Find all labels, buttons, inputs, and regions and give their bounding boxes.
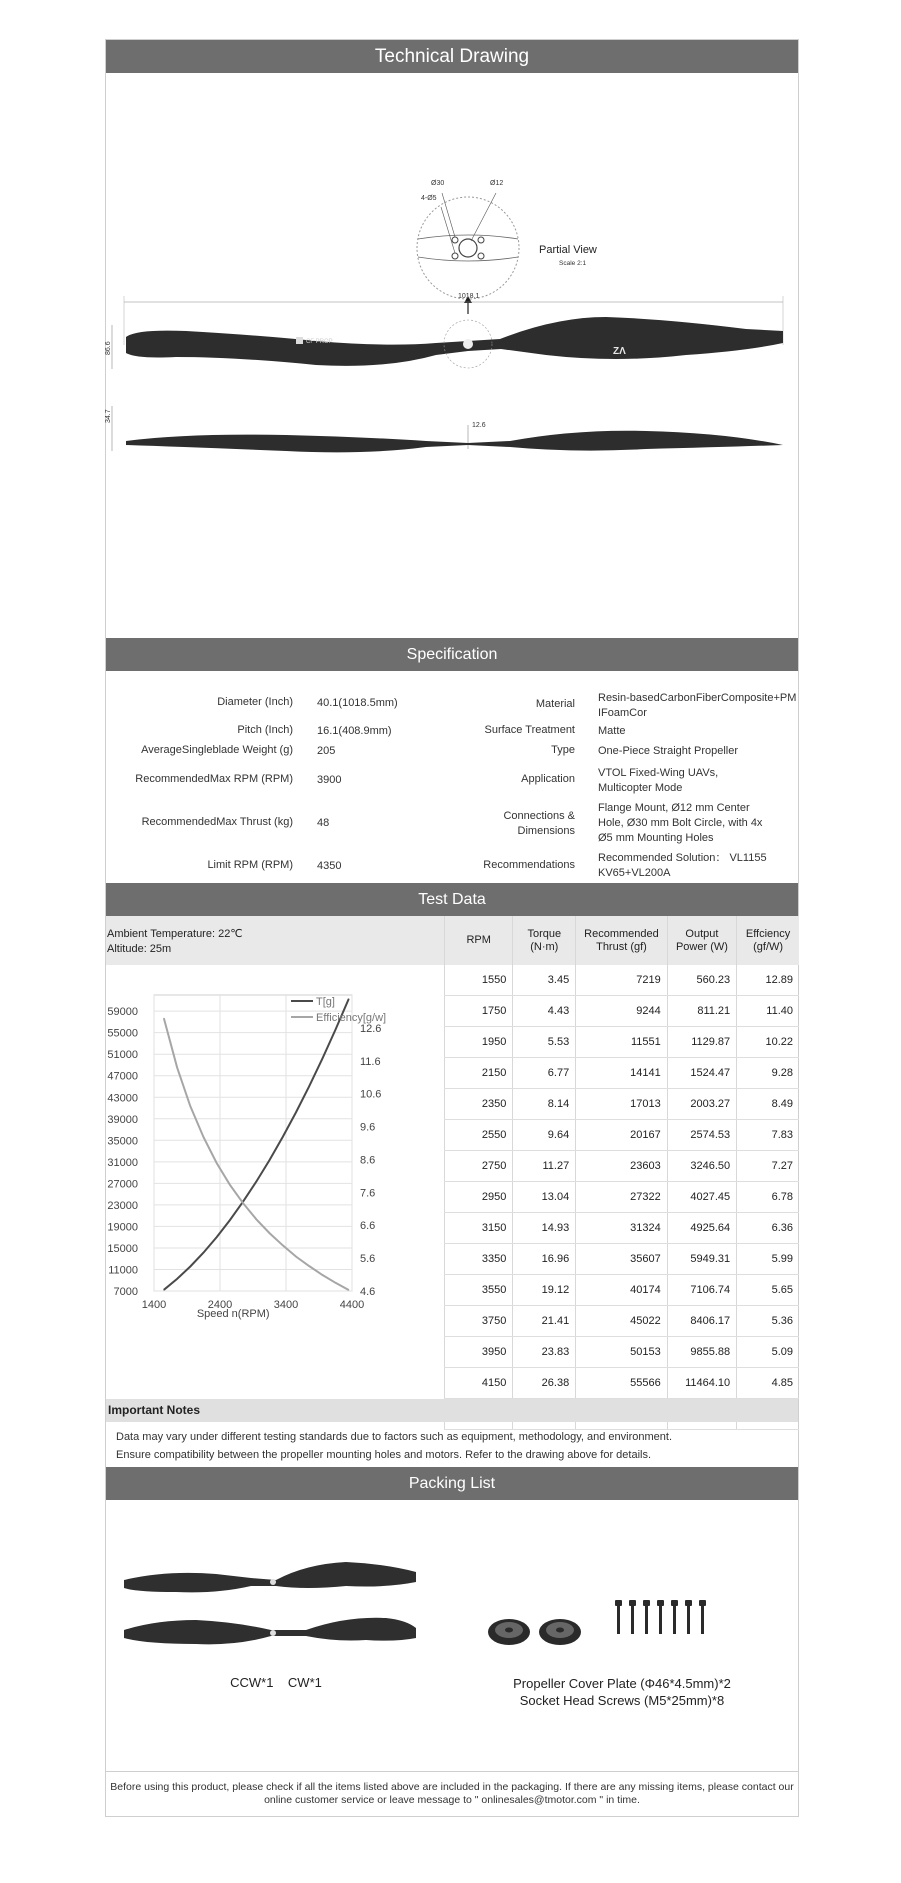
data-point — [282, 1245, 283, 1246]
x-tick-label: 2400 — [207, 1299, 233, 1311]
thrust-efficiency-chart — [106, 965, 444, 1399]
y-left-tick-label: 11000 — [108, 1264, 138, 1277]
table-cell: 7.83 — [737, 1120, 799, 1151]
table-cell: 4.43 — [513, 996, 576, 1027]
table-cell: 12.89 — [737, 965, 799, 996]
table-cell: 5.53 — [513, 1027, 576, 1058]
table-cell: 5.36 — [737, 1306, 799, 1337]
table-cell: 3246.50 — [667, 1151, 736, 1182]
data-point — [190, 1266, 191, 1267]
spec-label-pitch: Pitch (Inch) — [237, 724, 293, 736]
spec-value-recommendations: Recommended Solution： VL1155 KV65+VL200A — [598, 852, 767, 879]
data-point — [269, 1159, 270, 1160]
data-point — [229, 1184, 230, 1185]
table-cell: 3750 — [445, 1306, 513, 1337]
table-cell: 9244 — [576, 996, 668, 1027]
series-line-thrust — [164, 999, 349, 1290]
y-left-tick-label: 47000 — [107, 1070, 138, 1083]
table-row — [445, 1151, 800, 1182]
socket-screws-icon — [615, 1600, 706, 1634]
table-cell: 23.83 — [513, 1337, 576, 1368]
table-cell: 20167 — [576, 1120, 668, 1151]
table-cell: 45022 — [576, 1306, 668, 1337]
spec-value-type: One-Piece Straight Propeller — [598, 745, 739, 757]
y-right-tick-label: 6.6 — [360, 1220, 376, 1233]
table-cell: 4027.45 — [667, 1182, 736, 1213]
data-point — [348, 1289, 349, 1290]
technical-drawing-header: Technical Drawing — [106, 40, 798, 73]
spec-label-type: Type — [551, 744, 575, 756]
table-cell: 811.21 — [667, 996, 736, 1027]
table-cell: 5.09 — [737, 1337, 799, 1368]
table-cell: 4150 — [445, 1368, 513, 1399]
y-left-tick-label: 35000 — [107, 1135, 138, 1148]
ambient-panel — [106, 916, 444, 965]
spec-value-diameter: 40.1(1018.5mm) — [317, 697, 398, 709]
x-tick-label: 3400 — [273, 1299, 299, 1311]
screws-caption: Socket Head Screws (M5*25mm)*8 — [519, 1693, 725, 1708]
center-hole — [459, 239, 477, 257]
table-cell: 11.27 — [513, 1151, 576, 1182]
table-cell: 14141 — [576, 1058, 668, 1089]
data-point — [216, 1162, 217, 1163]
spec-label-limit-rpm: Limit RPM (RPM) — [207, 859, 293, 871]
table-cell: 9.64 — [513, 1120, 576, 1151]
spec-label-surface: Surface Treatment — [484, 724, 575, 736]
data-point — [203, 1136, 204, 1137]
y-left-tick-label: 19000 — [107, 1221, 138, 1234]
y-right-tick-label: 5.6 — [360, 1253, 376, 1266]
table-cell: 13.04 — [513, 1182, 576, 1213]
table-cell: 6.77 — [513, 1058, 576, 1089]
spec-value-limit-rpm: 4350 — [317, 860, 342, 872]
table-cell: 5949.31 — [667, 1244, 736, 1275]
header-power: Output Power (W) — [667, 916, 736, 965]
d30-label: Ø30 — [431, 180, 445, 187]
cover-plate-icon — [539, 1619, 581, 1645]
table-row — [445, 1089, 800, 1120]
table-cell: 55566 — [576, 1368, 668, 1399]
important-notes-header: Important Notes — [106, 1399, 798, 1422]
data-point — [256, 1219, 257, 1220]
table-cell: 8406.17 — [667, 1306, 736, 1337]
spec-value-weight: 205 — [317, 745, 336, 757]
table-cell: 7106.74 — [667, 1275, 736, 1306]
product-page — [105, 39, 799, 1817]
section-line — [418, 235, 518, 239]
mount-hole — [478, 253, 484, 259]
table-row — [445, 1120, 800, 1151]
mount-hole — [452, 253, 458, 259]
mount-hole — [452, 237, 458, 243]
table-row — [445, 965, 800, 996]
ambient-altitude: Altitude: 25m — [107, 943, 172, 955]
propeller-side-view — [126, 431, 783, 453]
table-cell: 50153 — [576, 1337, 668, 1368]
data-point — [177, 1067, 178, 1068]
y-left-tick-label: 55000 — [107, 1027, 138, 1040]
table-cell: 6.36 — [737, 1213, 799, 1244]
table-cell: 8.14 — [513, 1089, 576, 1120]
table-row — [445, 1058, 800, 1089]
table-cell: 2003.27 — [667, 1089, 736, 1120]
table-cell: 40174 — [576, 1275, 668, 1306]
svg-text:CF PROP: CF PROP — [306, 339, 333, 345]
table-cell: 3350 — [445, 1244, 513, 1275]
data-point — [282, 1136, 283, 1137]
accessories-caption — [446, 1675, 798, 1709]
table-cell: 3550 — [445, 1275, 513, 1306]
propeller-ccw — [124, 1562, 416, 1592]
note-line: Ensure compatibility between the propeller mounting holes and motors. Refer to the drawing above for details. — [116, 1449, 652, 1461]
data-point — [322, 1058, 323, 1059]
table-cell: 2950 — [445, 1182, 513, 1213]
x-tick-label: 1400 — [141, 1299, 167, 1311]
table-cell: 1950 — [445, 1027, 513, 1058]
legend-label: Efficiency[g/w] — [316, 1012, 387, 1024]
y-left-tick-label: 7000 — [113, 1286, 138, 1298]
data-point — [243, 1203, 244, 1204]
table-cell: 3950 — [445, 1337, 513, 1368]
table-cell: 9855.88 — [667, 1337, 736, 1368]
propeller-caption: CCW*1 CW*1 — [230, 1675, 322, 1690]
table-cell: 7219 — [576, 965, 668, 996]
table-cell: 1129.87 — [667, 1027, 736, 1058]
length-dimension: 1018.1 — [458, 293, 480, 300]
table-cell: 11464.10 — [667, 1368, 736, 1399]
y-left-tick-label: 23000 — [107, 1199, 138, 1212]
specification-header: Specification — [106, 638, 798, 671]
footer-note: Before using this product, please check if all the items listed above are included in the packaging. If there are any missing items, please contact our online customer service or leave message to " onlinesales@tmotor.com " in time. — [106, 1771, 798, 1807]
spec-value-pitch: 16.1(408.9mm) — [317, 725, 392, 737]
data-point — [190, 1106, 191, 1107]
data-point — [256, 1181, 257, 1182]
propeller-cw — [124, 1618, 416, 1645]
y-right-tick-label: 10.6 — [360, 1088, 382, 1101]
data-point — [309, 1086, 310, 1087]
y-right-tick-label: 11.6 — [360, 1055, 381, 1068]
spec-label-material: Material — [535, 698, 575, 710]
spec-label-weight: AverageSingleblade Weight (g) — [141, 744, 293, 756]
table-row — [445, 1368, 800, 1399]
table-cell: 10.22 — [737, 1027, 799, 1058]
table-cell: 11551 — [576, 1027, 668, 1058]
data-point — [295, 1112, 296, 1113]
y-right-tick-label: 8.6 — [360, 1154, 376, 1167]
spec-value-max-rpm: 3900 — [317, 774, 342, 786]
table-cell: 16.96 — [513, 1244, 576, 1275]
table-cell: 5.65 — [737, 1275, 799, 1306]
plot-frame — [154, 995, 352, 1291]
hub-dimension: 12.6 — [472, 422, 486, 429]
data-point — [203, 1252, 204, 1253]
table-row — [445, 1244, 800, 1275]
y-left-tick-label: 43000 — [107, 1092, 138, 1105]
table-cell: 9.28 — [737, 1058, 799, 1089]
x-tick-label: 4400 — [339, 1299, 365, 1311]
table-cell: 2150 — [445, 1058, 513, 1089]
spec-value-material: Resin-basedCarbonFiberComposite+PMIFoamCor — [598, 692, 797, 719]
data-point — [216, 1237, 217, 1238]
test-data-table — [444, 916, 799, 1430]
header-efficiency: Effciency (gf/W) — [737, 916, 799, 965]
propeller-hub — [463, 339, 473, 349]
y-left-tick-label: 39000 — [107, 1113, 138, 1126]
y-right-tick-label: 9.6 — [360, 1121, 376, 1134]
spec-label-application: Application — [521, 773, 575, 785]
table-cell: 2574.53 — [667, 1120, 736, 1151]
spec-value-max-thrust: 48 — [317, 817, 330, 829]
table-row — [445, 1306, 800, 1337]
table-cell: 35607 — [576, 1244, 668, 1275]
holes-label: 4-Ø5 — [421, 195, 437, 202]
note-line: Data may vary under different testing standards due to factors such as equipment, methodology, and environment. — [116, 1431, 673, 1443]
table-cell: 21.41 — [513, 1306, 576, 1337]
table-cell: 19.12 — [513, 1275, 576, 1306]
table-row — [445, 1182, 800, 1213]
table-cell: 26.38 — [513, 1368, 576, 1399]
y-left-tick-label: 51000 — [107, 1049, 138, 1062]
table-row — [445, 1213, 800, 1244]
technical-drawing — [106, 73, 798, 638]
table-cell: 2350 — [445, 1089, 513, 1120]
za-logo: ZΛ — [613, 346, 626, 357]
table-cell: 3150 — [445, 1213, 513, 1244]
table-row — [445, 1027, 800, 1058]
y-left-tick-label: 31000 — [107, 1156, 138, 1169]
cover-plate-icon — [488, 1619, 530, 1645]
x-axis-label: Speed n(RPM) — [196, 1308, 270, 1320]
table-cell: 11.40 — [737, 996, 799, 1027]
spec-label-max-rpm: RecommendedMax RPM (RPM) — [135, 773, 293, 785]
partial-view-circle — [417, 197, 519, 299]
test-data-header: Test Data — [106, 883, 798, 916]
ambient-temperature: Ambient Temperature: 22℃ — [107, 928, 243, 940]
table-row — [445, 996, 800, 1027]
table-cell: 2750 — [445, 1151, 513, 1182]
height-dimension: 34.7 — [105, 409, 112, 423]
table-cell: 4925.64 — [667, 1213, 736, 1244]
table-cell: 7.27 — [737, 1151, 799, 1182]
table-cell: 8.49 — [737, 1089, 799, 1120]
table-cell: 3.45 — [513, 965, 576, 996]
table-row — [445, 1275, 800, 1306]
table-cell: 560.23 — [667, 965, 736, 996]
data-point — [322, 1274, 323, 1275]
data-point — [335, 1029, 336, 1030]
table-cell: 17013 — [576, 1089, 668, 1120]
test-table-header — [445, 916, 800, 965]
data-point — [335, 1282, 336, 1283]
table-cell: 6.78 — [737, 1182, 799, 1213]
partial-view-label: Partial View — [539, 244, 597, 256]
data-point — [269, 1233, 270, 1234]
y-left-tick-label: 27000 — [107, 1178, 138, 1191]
packing-list-header: Packing List — [106, 1467, 798, 1500]
cover-plate-caption: Propeller Cover Plate (Φ46*4.5mm)*2 — [513, 1676, 731, 1691]
table-cell: 4.85 — [737, 1368, 799, 1399]
series-line-efficiency — [164, 1018, 349, 1290]
scale-label: Scale 2:1 — [559, 260, 587, 267]
table-cell: 31324 — [576, 1213, 668, 1244]
data-point — [163, 1018, 164, 1019]
spec-value-connections: Flange Mount, Ø12 mm Center Hole, Ø30 mm Bolt Circle, with 4x Ø5 mm Mounting Holes — [598, 802, 763, 844]
data-point — [309, 1265, 310, 1266]
table-row — [445, 1337, 800, 1368]
header-torque: Torque (N·m) — [513, 916, 576, 965]
table-cell: 1550 — [445, 965, 513, 996]
spec-label-connections: Connections & Dimensions — [503, 810, 575, 837]
y-right-tick-label: 12.6 — [360, 1022, 382, 1035]
spec-label-diameter: Diameter (Inch) — [217, 696, 293, 708]
spec-label-recommendations: Recommendations — [483, 859, 575, 871]
d12-label: Ø12 — [490, 180, 504, 187]
data-point — [177, 1278, 178, 1279]
width-dimension: 86.6 — [105, 341, 112, 355]
table-cell: 1750 — [445, 996, 513, 1027]
y-left-tick-label: 59000 — [107, 1006, 138, 1019]
table-cell: 5.99 — [737, 1244, 799, 1275]
data-point — [163, 1289, 164, 1290]
table-cell: 14.93 — [513, 1213, 576, 1244]
header-thrust: Recommended Thrust (gf) — [576, 916, 668, 965]
table-cell: 2550 — [445, 1120, 513, 1151]
data-point — [295, 1256, 296, 1257]
spec-value-application: VTOL Fixed-Wing UAVs, Multicopter Mode — [598, 767, 719, 794]
y-right-tick-label: 4.6 — [360, 1286, 376, 1298]
y-left-tick-label: 15000 — [107, 1242, 138, 1255]
spec-value-surface: Matte — [598, 725, 626, 737]
mount-hole — [478, 237, 484, 243]
table-cell: 27322 — [576, 1182, 668, 1213]
table-cell: 23603 — [576, 1151, 668, 1182]
data-point — [348, 998, 349, 999]
table-cell: 1524.47 — [667, 1058, 736, 1089]
test-table-body — [445, 965, 800, 1430]
section-line — [418, 257, 518, 261]
header-rpm: RPM — [445, 916, 513, 965]
y-right-tick-label: 7.6 — [360, 1187, 376, 1200]
spec-label-max-thrust: RecommendedMax Thrust (kg) — [141, 816, 293, 828]
data-point — [229, 1220, 230, 1221]
legend-label: T[g] — [316, 996, 335, 1008]
